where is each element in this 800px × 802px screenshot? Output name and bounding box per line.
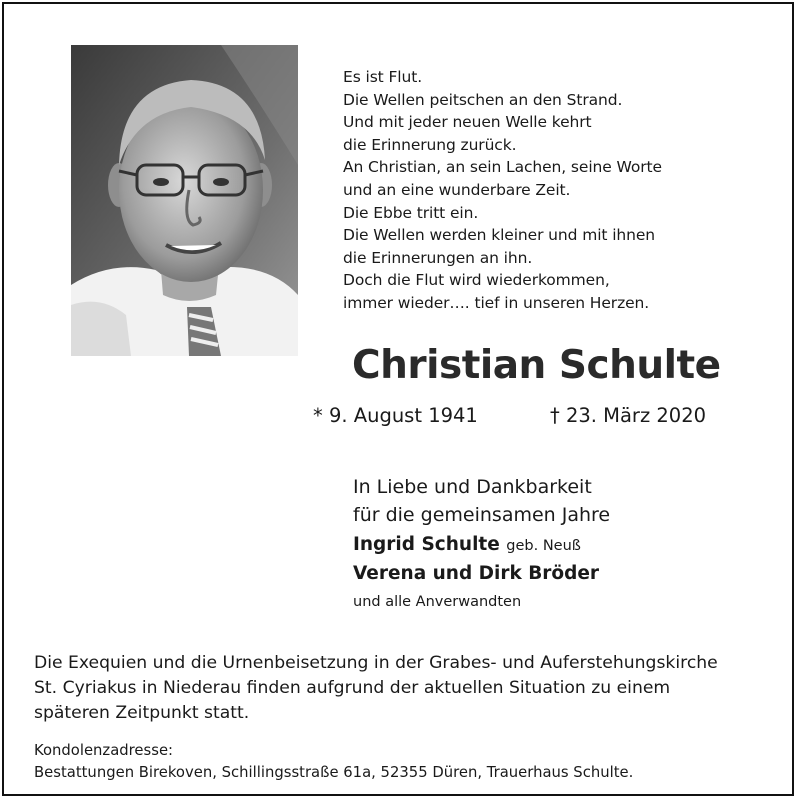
dedication-line: für die gemeinsamen Jahre <box>353 504 611 526</box>
poem-line: Die Wellen werden kleiner und mit ihnen <box>343 226 656 245</box>
mourner-ingrid <box>353 534 581 555</box>
poem-line: Die Wellen peitschen an den Strand. <box>343 90 623 109</box>
notice-line: St. Cyriakus in Niederau finden aufgrund der aktuellen Situation zu einem <box>34 678 671 698</box>
deceased-name: Christian Schulte <box>352 343 721 388</box>
death-date: † 23. März 2020 <box>550 404 707 427</box>
poem-line: Es ist Flut. <box>343 68 423 86</box>
relatives: und alle Anverwandten <box>353 594 522 610</box>
poem-line: Doch die Flut wird wiederkommen, <box>343 271 610 290</box>
poem-line: An Christian, an sein Lachen, seine Worte <box>343 158 662 177</box>
poem-line: Und mit jeder neuen Welle kehrt <box>343 113 592 132</box>
poem-line: die Erinnerung zurück. <box>343 135 517 154</box>
condolence-label: Kondolenzadresse: <box>34 742 174 759</box>
notice-line: Die Exequien und die Urnenbeisetzung in der Grabes- und Auferstehungskirche <box>34 653 718 673</box>
portrait-photo <box>71 45 298 356</box>
poem-line: Die Ebbe tritt ein. <box>343 203 479 222</box>
funeral-notice <box>34 651 718 726</box>
maiden-name: geb. Neuß <box>506 538 581 554</box>
notice-line: späteren Zeitpunkt statt. <box>34 703 250 723</box>
mourner-name: Ingrid Schulte <box>353 534 500 555</box>
portrait-illustration <box>71 45 298 356</box>
dedication <box>353 473 610 529</box>
poem-line: und an eine wunderbare Zeit. <box>343 180 571 199</box>
mourner-verena-dirk: Verena und Dirk Bröder <box>353 563 600 584</box>
birth-date: * 9. August 1941 <box>313 404 478 427</box>
poem-line: immer wieder…. tief in unseren Herzen. <box>343 293 650 312</box>
condolence-address <box>34 740 633 784</box>
poem <box>343 66 763 315</box>
condolence-text: Bestattungen Birekoven, Schillingsstraße 61a, 52355 Düren, Trauerhaus Schulte. <box>34 764 634 781</box>
poem-line: die Erinnerungen an ihn. <box>343 248 533 267</box>
dedication-line: In Liebe und Dankbarkeit <box>353 476 592 498</box>
